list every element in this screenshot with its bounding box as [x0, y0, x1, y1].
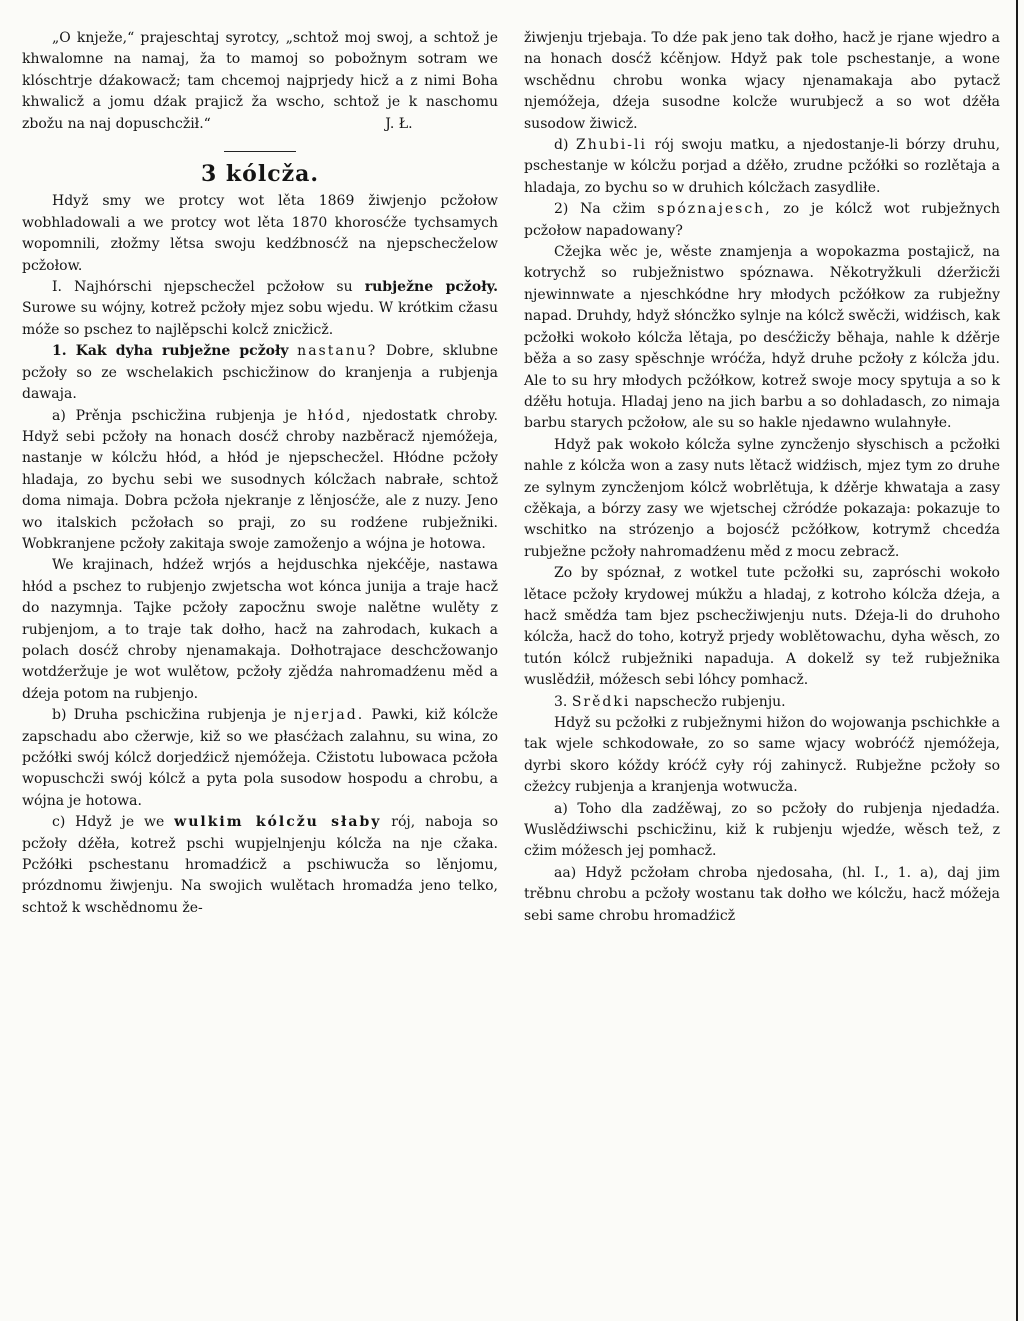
paragraph-c-continued: žiwjenju trjebaja. To dźe pak jeno tak dołho, hacž je rjane wjedro a na honach dosćž kćěnjow. Hdyž pak tole pschestanje, a wone wschědnu chrobu wonka wjacy njenamakaja abo pytacž njemóžeja, dźeja susodne kolcže wurubjecž a so wot dźěła susodow žiwicž.: [524, 30, 1000, 132]
q1-prefix: 1. Kak dyha rubježne pcžoły: [52, 343, 289, 360]
section-heading: 3 kólcža.: [200, 161, 320, 188]
two-column-layout: [22, 28, 1002, 927]
paragraph-zo: Zo by spóznał, z wotkel tute pcžołki su, zapróschi wokoło lětace pcžoły krydowej múkžu a hladaj, z kotroho kólcža dźeja, a hacž smědźa tam bjez pschecžiwjenju nuts. Dźeja-li do druhoho kólcža, hacž do toho, kotryž prjedy woblětowachu, dyha wěsch, zo tutón kólcž rubježniki napaduja. A dokelž sy tež rubježnika wuslědźił, móžesch sebi lóhcy pomhacž.: [524, 565, 1000, 689]
s3-prefix: 3.: [554, 693, 568, 710]
intro-text: „O knježe,“ prajeschtaj syrotcy, „schtož moj swoj, a schtož je khwalomne na namaj, ža to mamoj so pobožnym sotram we klóschtrje dźakowacž; tam chcemoj najprjedy hicž a z nimi Boha khwalicž a jomu dźak prajicž ža wscho, schtož je k naschomu zbožu na naj dopuschcžił.“: [22, 30, 498, 132]
paragraph-intro: Hdyž smy we protcy wot lěta 1869 žiwjenjo pcžołow wobhladowali a we protcy wot lěta 1870 khorosćže tychsamych wopomnili, złožmy lětsa swoju kedźbnosćž na njepschecželow pcžołow.: [22, 193, 498, 274]
d-spaced: Zhubi-li: [576, 137, 647, 154]
c-rest: rój, naboja so pcžoły dźěła, kotrež pschi wupjelnjenju kólcža na nje cžaka. Pcžółki pschestanu hromadźicž a pschiwucža so lěnjomu, prózdnomu žiwjenju. Na swojich wulětach hromadźa jeno telko, schtož k wschědnomu že-: [22, 814, 498, 916]
paragraph-a: [22, 406, 498, 556]
paragraph-aa: aa) Hdyž pcžołam chroba njedosaha, (hl. I., 1. a), daj jim trěbnu chrobu a pcžoły wostanu tak dołho we kólcžu, hacž móžeja sebi same chrobu hromadźicž: [524, 864, 1000, 924]
q1-spaced: nastanu?: [297, 343, 378, 360]
paragraph-c: [22, 812, 498, 919]
q1-rest: Dobre, sklubne pcžoły so ze wschelakich pschicžinow do kranjenja a rubjenja dawaja.: [22, 343, 499, 403]
q2-rest: zo je kólcž wot rubježnych pcžołow napadowany?: [524, 201, 1000, 239]
d-rest: rój swoju matku, a njedostanje-li bórzy druhu, pschestanje w kólcžu porjad a dźěło, zrudne pcžółki so rozlětaja a hladaja, zo bychu so w druhich kólcžach zasydliłe.: [524, 137, 1001, 196]
intro-paragraph: [22, 28, 498, 135]
paragraph-q1: [22, 341, 498, 405]
c-bold: wulkim kólcžu słaby: [174, 814, 382, 831]
q2-spaced: spóznajesch,: [657, 201, 772, 218]
paragraph-b: [22, 705, 498, 812]
section-i-prefix: I. Najhórschi njepschecžel pcžołow su: [52, 279, 353, 296]
paragraph-q2: [524, 199, 1000, 242]
s3-spaced: Srědki: [571, 693, 631, 710]
paragraph-section-3: [524, 692, 1000, 713]
b-prefix: b) Druha pschicžina rubjenja je: [52, 707, 287, 724]
paragraph-d: [524, 135, 1000, 199]
section-i-bold: rubježne pcžoły.: [364, 279, 499, 296]
page-edge-rule: [1016, 0, 1018, 1321]
s3-rest: napschecžo rubjenju.: [634, 693, 786, 710]
b-spaced: njerjad.: [293, 707, 365, 724]
a-prefix: a) Prěnja pschicžina rubjenja je: [52, 407, 298, 424]
a-spaced: hłód,: [307, 407, 353, 424]
paragraph-signs: Cžejka wěc je, wěste znamjenja a wopokazma postajicž, na kotrychž so rubježnistwo spóznawa. Někotryžkuli dźeržicži njewinnwate a njeschkódne hry młodych pcžółkow za rubježny napad. Druhdy, hdyž słóncžko sylnje na kólcž swěcži, widźisch, kak pcžołki wokoło kólcža lětaja, po desćžicžy běhaja, nahle k dźěrje běža a so zasy spěschnje wróćža, hdyž druhe pcžoły z kólcža jdu. Ale to su hry młodych pcžółkow, kotrež swoje mocy spytuja a so k dźěłu hotuja. Hladaj jeno na jich barbu a so dohladasch, zo nimaja barbu starych pcžołow, ale su so hakle njedawno wulahnyłe.: [524, 244, 1000, 432]
d-prefix: d): [554, 137, 569, 154]
c-prefix: c) Hdyž je we: [52, 814, 165, 831]
paragraph-hdyz-su: Hdyž su pcžołki z rubježnymi hižon do wojowanja pschichkłe a tak wjele schkodowałe, zo so same wjacy wobróćž njemóžeja, dyrbi skoro kóždy króćž cyły rój zahinycž. Rubježne pcžoły so cžeżcy rubjenja a kranjenja wotwucža.: [524, 715, 1000, 796]
section-divider: [224, 151, 296, 152]
paragraph-a2: a) Toho dla zadźěwaj, zo so pcžoły do rubjenja njedadźa. Wuslědźiwschi pschicžinu, kiž k rubjenju wjedźe, wěsch tež, z cžim móžesch jej pomhacž.: [524, 800, 1000, 860]
right-column: [524, 28, 1000, 927]
a-rest: njedostatk chroby. Hdyž sebi pcžoły na honach dosćž chroby nazběracž njemóžeja, nastanje w kólcžu hłód, a hłód je njepschecžel. Hłódne pcžoły hladaja, zo bychu sebi we susodnych kólcžach nabrałe, schtož doma nimaja. Dobra pcžoła njekranje z lěnjosćže, ale z nuzy. Jeno wo italskich pcžołach so praji, zo su rodźene rubježniki. Wobkranjene pcžoły zakitaja swoje zamoženjo a wójna je hotowa.: [22, 407, 498, 552]
paragraph-hdyz: Hdyž pak wokoło kólcža sylne zyncženjo słyschisch a pcžołki nahle z kólcža won a zasy nuts lětacž widźisch, mjez tym zo druhe ze sylnym zyncženjom kólcž wobrlětuja, k dźěrje khwataja a zasy cžěkaja, a bórzy zasy we wjetschej cžródźe pokazaja: pokazuje to wschitko na strózenjo a bojosćž pcžółkow, kotrymž chcedźa rubježne pcžoły nahromadźenu měd z mocu zebracž.: [524, 436, 1000, 560]
section-i-rest: Surowe su wójny, kotrež pcžoły mjez sobu wjedu. W krótkim cžasu móže so pschez to najlěpschi kolcž znicžicž.: [22, 300, 498, 338]
paragraph-section-i: [22, 277, 498, 341]
left-column: [22, 28, 498, 927]
intro-signature: J. Ł.: [385, 115, 413, 132]
paragraph-krajinach: We krajinach, hdźež wrjós a hejduschka njekćěje, nastawa hłód a pschez to rubjenjo zwjetscha wot kónca junija a traje hacž do nazymnja. Tajke pcžoły zapocžnu swoje nalětne wulěty z rubjenjom, a to traje tak dołho, hacž na zahrodach, kukach a polach dosćž chroby njenamakaja. Dołhotrajace deschcžowanjo wotdźeržuje je wot wulětow, pcžoły zjědźa nahromadźenu měd a dźeja potom na rubjenjo.: [22, 557, 498, 702]
q2-prefix: 2) Na cžim: [554, 201, 646, 218]
b-rest: Pawki, kiž kólcže zapschadu abo cžerwje, kiž so we płasćżach zalahnu, su wina, zo pcžółki swój kólcž dorjedźicž njemóžeja. Cžistotu lubowaca pcžoła wopuschcži swój kólcž a pyta pola susodow hospodu a chrobu, a wójna je hotowa.: [22, 707, 499, 809]
